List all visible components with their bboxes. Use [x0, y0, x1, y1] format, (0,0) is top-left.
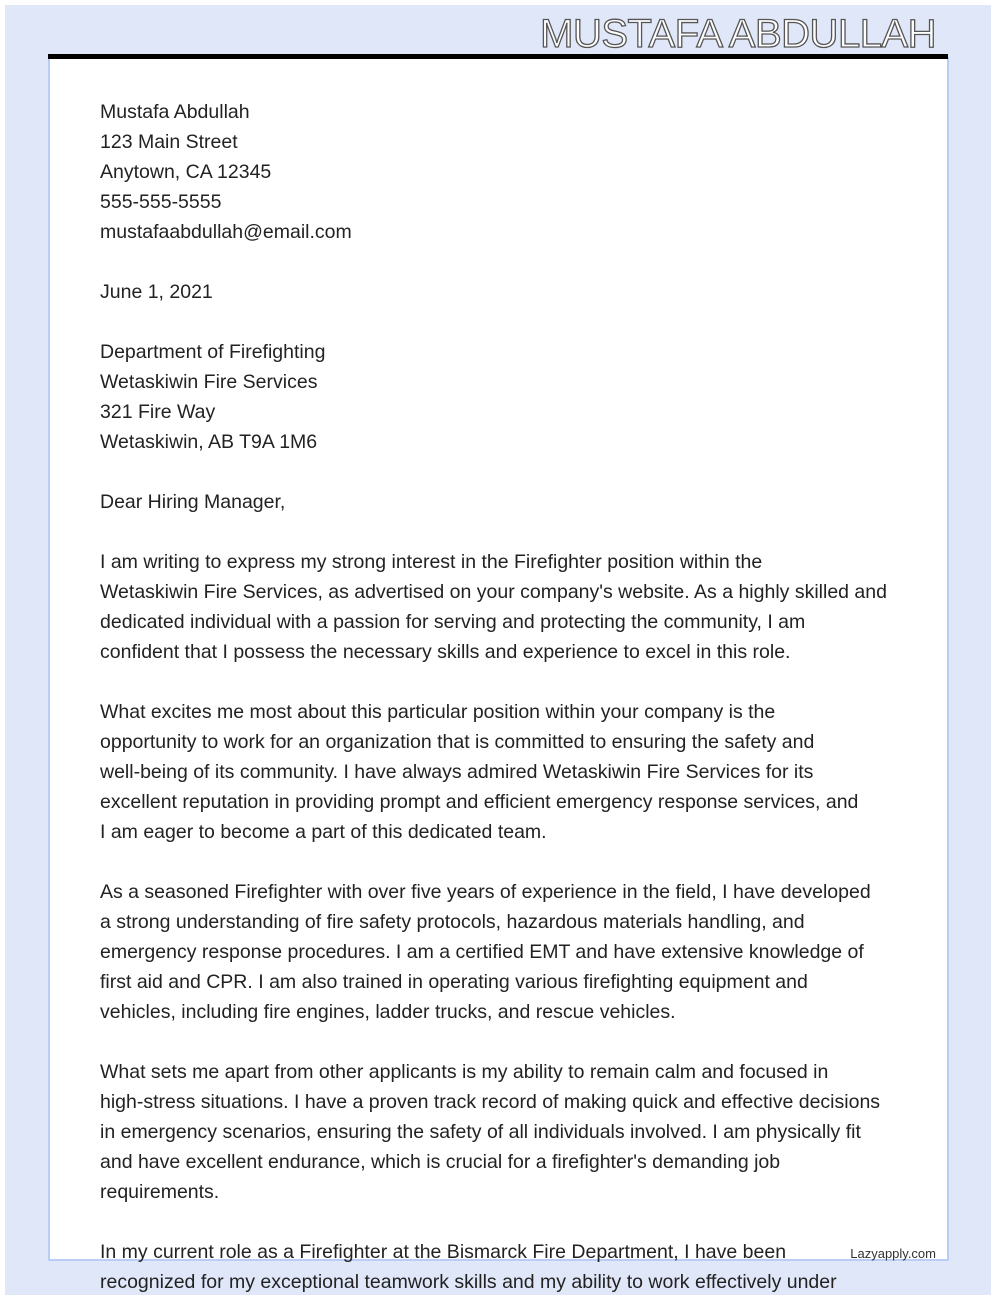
- paragraph: [100, 547, 887, 667]
- paragraph-line: In my current role as a Firefighter at the Bismarck Fire Department, I have been: [100, 1241, 787, 1263]
- recipient-line: Wetaskiwin Fire Services: [100, 371, 318, 393]
- recipient-line: Wetaskiwin, AB T9A 1M6: [100, 431, 318, 453]
- paragraph-line: emergency response procedures. I am a certified EMT and have extensive knowledge of: [100, 941, 864, 963]
- paragraph-line: first aid and CPR. I am also trained in operating various firefighting equipment and: [100, 971, 808, 993]
- sender-line: Mustafa Abdullah: [100, 101, 250, 123]
- paragraph-line: confident that I possess the necessary skills and experience to excel in this role.: [100, 641, 791, 663]
- paragraph-line: excellent reputation in providing prompt and efficient emergency response services, and: [100, 791, 859, 813]
- sender-email: mustafaabdullah@email.com: [100, 221, 352, 243]
- recipient-line: 321 Fire Way: [100, 401, 216, 423]
- paragraph-line: Wetaskiwin Fire Services, as advertised on your company's website. As a highly skilled and: [100, 581, 887, 603]
- paragraph: [100, 1237, 887, 1297]
- paragraph-line: What sets me apart from other applicants is my ability to remain calm and focused in: [100, 1061, 829, 1083]
- paragraph-line: well-being of its community. I have always admired Wetaskiwin Fire Services for its: [100, 761, 814, 783]
- paragraph: [100, 1057, 887, 1207]
- paragraph-line: What excites me most about this particular position within your company is the: [100, 701, 776, 723]
- paragraph-line: and have excellent endurance, which is crucial for a firefighter's demanding job: [100, 1151, 781, 1173]
- applicant-name-heading: MUSTAFA ABDULLAH: [540, 12, 936, 56]
- paragraph: [100, 877, 887, 1027]
- paragraph-line: opportunity to work for an organization that is committed to ensuring the safety and: [100, 731, 815, 753]
- letter-body: [100, 97, 887, 1297]
- paragraph-line: requirements.: [100, 1181, 220, 1203]
- sender-block: [100, 97, 887, 247]
- paragraph-line: in emergency scenarios, ensuring the safety of all individuals involved. I am physically fit: [100, 1121, 861, 1143]
- recipient-line: Department of Firefighting: [100, 341, 326, 363]
- salutation: Dear Hiring Manager,: [100, 491, 286, 513]
- watermark: Lazyapply.com: [850, 1246, 936, 1261]
- paragraph-line: high-stress situations. I have a proven track record of making quick and effective decisions: [100, 1091, 881, 1113]
- letter-date: June 1, 2021: [100, 281, 213, 303]
- paragraph: [100, 697, 887, 847]
- paragraph-line: recognized for my exceptional teamwork skills and my ability to work effectively under: [100, 1271, 837, 1293]
- paragraph-line: a strong understanding of fire safety protocols, hazardous materials handling, and: [100, 911, 805, 933]
- recipient-block: [100, 337, 887, 457]
- sender-line: 555-555-5555: [100, 191, 222, 213]
- paragraph-line: I am writing to express my strong interest in the Firefighter position within the: [100, 551, 763, 573]
- sender-line: Anytown, CA 12345: [100, 161, 272, 183]
- paragraph-line: dedicated individual with a passion for serving and protecting the community, I am: [100, 611, 806, 633]
- paragraph-line: As a seasoned Firefighter with over five years of experience in the field, I have developed: [100, 881, 871, 903]
- paragraph-line: vehicles, including fire engines, ladder trucks, and rescue vehicles.: [100, 1001, 676, 1023]
- sender-line: 123 Main Street: [100, 131, 238, 153]
- paragraph-line: I am eager to become a part of this dedicated team.: [100, 821, 547, 843]
